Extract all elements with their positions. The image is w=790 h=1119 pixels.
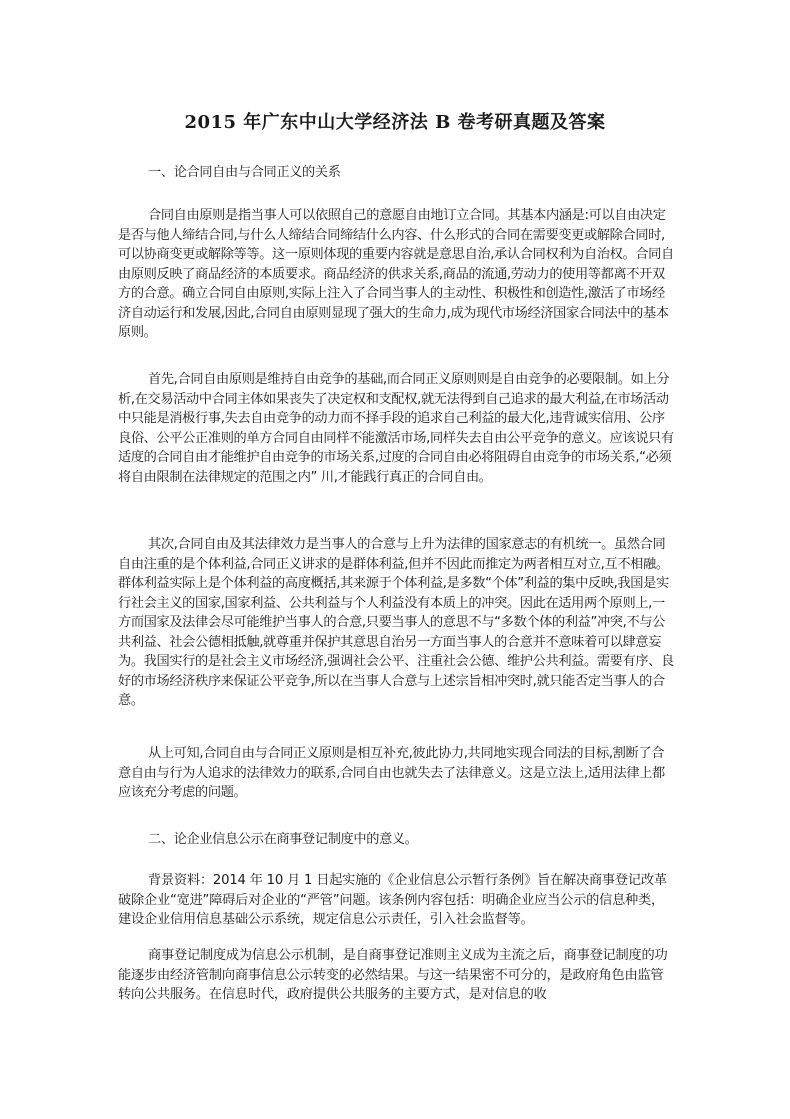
section2-background-paragraph: 背景资料：2014 年 10 月 1 日起实施的《企业信息公示暂行条例》旨在解决商事登记改革破除企业“宽进”障碍后对企业的“严管”问题。该条例内容包括：明确企业应当公示的信息种类，建设企业信用信息基础公示系统，规定信息公示责任，引入社会监督等。 <box>118 873 667 927</box>
section1-paragraph-3: 其次,合同自由及其法律效力是当事人的合意与上升为法律的国家意志的有机统一。虽然合同自由注重的是个体利益,合同正义讲求的是群体利益,但并不因此而推定为两者相互对立,互不相融。群体利益实际上是个体利益的高度概括,其来源于个体利益,是多数“个体”利益的集中反映,我国是实行社会主义的国家,国家利益、公共利益与个人利益没有本质上的冲突。因此在适用两个原则上,一方而国家及法律会尽可能维护当事人的合意,只要当事人的意思不与“多数个体的利益”冲突,不与公共利益、社会公德相抵触,就尊重并保护其意思自治另一方面当事人的合意并不意味着可以肆意妄为。我国实行的是社会主义市场经济,强调社会公平、注重社会公德、维护公共利益。需要有序、良好的市场经济秩序来保证公平竞争,所以在当事人合意与上述宗旨相冲突时,就只能否定当事人的合意。 <box>118 537 674 708</box>
section2-paragraph-1: 商事登记制度成为信息公示机制，是自商事登记准则主义成为主流之后，商事登记制度的功能逐步由经济管制向商事信息公示转变的必然结果。与这一结果密不可分的，是政府角色由监管转向公共服务。在信息时代，政府提供公共服务的主要方式，是对信息的收 <box>118 948 668 1002</box>
section2-heading: 二、论企业信息公示在商事登记制度中的意义。 <box>148 832 418 847</box>
section1-heading: 一、论合同自由与合同正义的关系 <box>148 165 341 180</box>
document-title: 2015 年广东中山大学经济法 B 卷考研真题及答案 <box>184 112 606 133</box>
section1-paragraph-2: 首先,合同自由原则是维持自由竞争的基础,而合同正义原则则是自由竞争的必要限制。如上分析,在交易活动中合同主体如果丧失了决定权和支配权,就无法得到自己追求的最大利益,在市场活动中只能是消极行事,失去自由竞争的动力而不择手段的追求自己利益的最大化,违背诚实信用、公序良俗、公平公正准则的单方合同自由同样不能激活市场,同样失去自由公平竞争的意义。应该说只有适度的合同自由才能维护自由竞争的市场关系,过度的合同自由必将阻碍自由竞争的市场关系,“必须将自由限制在法律规定的范围之内” 川,才能践行真正的合同自由。 <box>118 372 674 485</box>
section1-paragraph-1: 合同自由原则是指当事人可以依照自己的意愿自由地订立合同。其基本内涵是:可以自由决定是否与他人缔结合同,与什么人缔结合同缔结什么内容、什么形式的合同在需要变更或解除合同时,可以协商变更或解除等等。这一原则体现的重要内容就是意思自治,承认合同权利为自治权。合同自由原则反映了商品经济的本质要求。商品经济的供求关系,商品的流通,劳动力的使用等都离不开双方的合意。确立合同自由原则,实际上注入了合同当事人的主动性、积极性和创造性,激活了市场经济自动运行和发展,因此,合同自由原则显现了强大的生命力,成为现代市场经济国家合同法中的基本原则。 <box>118 208 674 340</box>
section1-paragraph-4: 从上可知,合同自由与合同正义原则是相互补充,彼此协力,共同地实现合同法的目标,割断了合意自由与行为人追求的法律效力的联系,合同自由也就失去了法律意义。这是立法上,适用法律上都应该充分考虑的问题。 <box>118 746 665 800</box>
